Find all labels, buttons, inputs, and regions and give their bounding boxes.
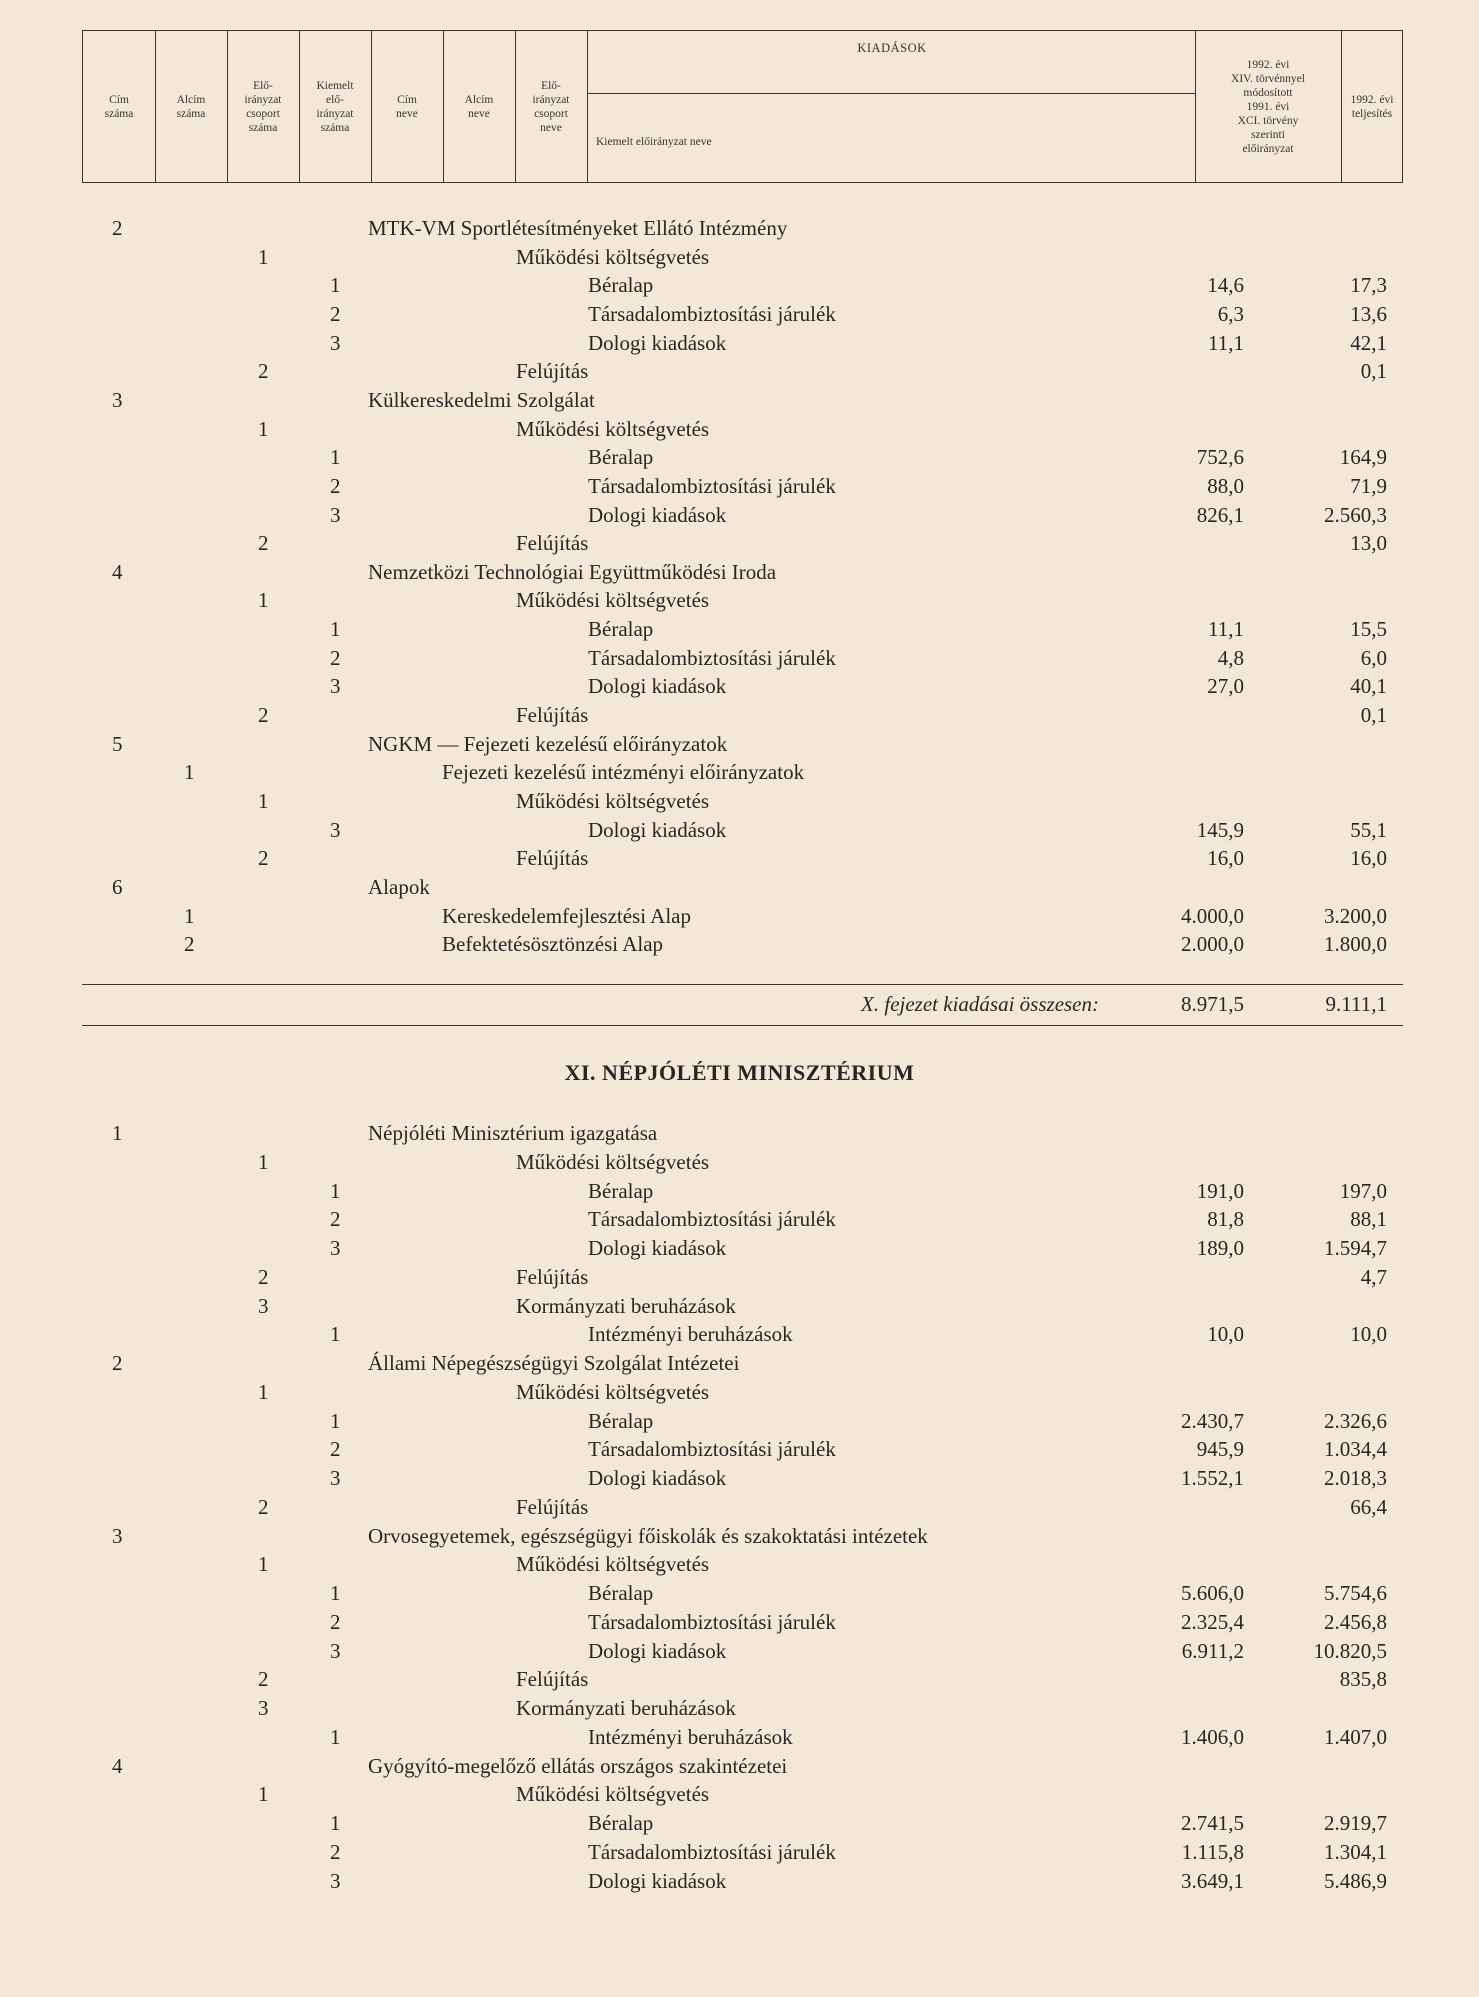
cell-value-teljesites: 10,0 [1350,1322,1387,1347]
cell-name: Felújítás [516,703,589,728]
table-row [0,616,1479,643]
cell-name: Működési költségvetés [516,1149,710,1174]
total-label: X. fejezet kiadásai összesen: [861,992,1099,1016]
cell-kiemelt-eloiranyzat-szama: 2 [330,301,341,326]
table-row [0,1666,1479,1693]
cell-value-teljesites: 13,0 [1350,531,1387,556]
table-row [0,1264,1479,1291]
cell-name: Dologi kiadások [588,1466,727,1490]
cell-value-eloiranyzat: 6,3 [1217,301,1244,326]
cell-value-teljesites: 0,1 [1360,359,1387,384]
cell-eloiranyzat-csoport-szama: 3 [258,1696,269,1720]
cell-value-teljesites: 2.326,6 [1324,1408,1387,1433]
cell-name: Béralap [588,617,654,642]
cell-value-eloiranyzat: 11,1 [1208,330,1244,355]
header-alcim-szama: Alcím száma [176,93,206,120]
cell-cim-szama: 3 [112,1523,123,1548]
header-eloiranyzat-csoport-szama: Elő- irányzat csoport száma [244,79,282,134]
table-row [0,1523,1479,1550]
cell-name: MTK-VM Sportlétesítményeket Ellátó Intézmény [368,216,788,240]
table-row [0,416,1479,443]
cell-name: Külkereskedelmi Szolgálat [368,387,595,412]
cell-eloiranyzat-csoport-szama: 1 [258,244,269,269]
cell-value-teljesites: 0,1 [1360,703,1387,728]
table-row [0,1120,1479,1147]
cell-kiemelt-eloiranyzat-szama: 3 [330,330,341,355]
cell-name: Béralap [588,1811,654,1835]
cell-kiemelt-eloiranyzat-szama: 1 [330,1408,341,1433]
header-alcim-neve: Alcím neve [464,93,494,120]
header-cim-szama: Cím száma [104,93,134,120]
table-row [0,1293,1479,1320]
cell-kiemelt-eloiranyzat-szama: 1 [330,1322,341,1347]
cell-value-teljesites: 88,1 [1350,1207,1387,1232]
table-row [0,1810,1479,1837]
cell-kiemelt-eloiranyzat-szama: 1 [330,617,341,642]
cell-eloiranyzat-csoport-szama: 2 [258,359,269,384]
cell-kiemelt-eloiranyzat-szama: 2 [330,1437,341,1462]
cell-name: Társadalombiztosítási járulék [588,473,836,498]
cell-value-teljesites: 197,0 [1339,1178,1387,1203]
cell-value-eloiranyzat: 2.325,4 [1181,1609,1244,1634]
cell-kiemelt-eloiranyzat-szama: 1 [330,1178,341,1203]
cell-eloiranyzat-csoport-szama: 1 [258,1379,269,1404]
total-value-teljesites: 9.111,1 [1325,992,1387,1016]
table-row [0,1580,1479,1607]
cell-kiemelt-eloiranyzat-szama: 1 [330,1811,341,1835]
header-kiemelt-eloiranyzat-szama: Kiemelt elő- irányzat száma [316,79,354,134]
cell-name: Felújítás [516,1264,589,1289]
cell-value-eloiranyzat: 4.000,0 [1181,903,1244,928]
cell-value-eloiranyzat: 4,8 [1217,645,1244,670]
divider-line [82,984,1403,985]
cell-value-teljesites: 17,3 [1350,273,1387,298]
table-row [0,559,1479,586]
table-row [0,702,1479,729]
table-row [0,1695,1479,1722]
table-row [0,903,1479,930]
header-eloiranyzat-csoport-neve: Elő- irányzat csoport neve [532,79,570,134]
cell-alcim-szama: 2 [184,932,195,957]
cell-value-teljesites: 40,1 [1350,674,1387,699]
table-row [0,1753,1479,1780]
header-1992-eloiranyzat: 1992. évi XIV. törvénnyel módosított 1991. évi XCI. törvény szerinti előirányzat [1231,58,1305,155]
table-row [0,845,1479,872]
cell-kiemelt-eloiranyzat-szama: 1 [330,445,341,470]
cell-value-teljesites: 71,9 [1350,473,1387,498]
total-value-eloiranyzat: 8.971,5 [1181,992,1244,1016]
cell-name: Gyógyító-megelőző ellátás országos szakintézetei [368,1753,788,1778]
table-row [0,215,1479,242]
cell-name: Intézményi beruházások [588,1322,793,1347]
cell-value-eloiranyzat: 752,6 [1196,445,1244,470]
cell-value-teljesites: 4,7 [1360,1264,1387,1289]
cell-value-teljesites: 42,1 [1350,330,1387,355]
cell-name: Kormányzati beruházások [516,1696,736,1720]
cell-name: Kereskedelemfejlesztési Alap [442,903,691,928]
cell-eloiranyzat-csoport-szama: 2 [258,1667,269,1692]
cell-eloiranyzat-csoport-szama: 1 [258,1782,269,1807]
table-row [0,444,1479,471]
table-row [0,1465,1479,1492]
cell-value-eloiranyzat: 5.606,0 [1181,1581,1244,1605]
cell-name: Dologi kiadások [588,502,727,527]
cell-eloiranyzat-csoport-szama: 1 [258,1552,269,1577]
cell-value-eloiranyzat: 1.552,1 [1181,1466,1244,1490]
table-row [0,272,1479,299]
cell-eloiranyzat-csoport-szama: 2 [258,846,269,871]
cell-value-teljesites: 2.919,7 [1324,1811,1387,1835]
table-row [0,502,1479,529]
table-row [0,1868,1479,1895]
cell-kiemelt-eloiranyzat-szama: 1 [330,1581,341,1605]
table-row [0,1551,1479,1578]
cell-cim-szama: 2 [112,216,123,240]
cell-value-eloiranyzat: 27,0 [1207,674,1244,699]
cell-name: Társadalombiztosítási járulék [588,1207,836,1232]
table-row [0,358,1479,385]
cell-eloiranyzat-csoport-szama: 1 [258,789,269,813]
cell-name: Orvosegyetemek, egészségügyi főiskolák és szakoktatási intézetek [368,1523,928,1548]
cell-value-teljesites: 1.034,4 [1324,1437,1387,1462]
cell-name: Társadalombiztosítási járulék [588,1839,836,1864]
cell-eloiranyzat-csoport-szama: 1 [258,416,269,441]
cell-name: Felújítás [516,1667,589,1692]
table-row [0,1178,1479,1205]
header-cim-neve: Cím neve [396,93,418,120]
cell-kiemelt-eloiranyzat-szama: 3 [330,1868,341,1893]
cell-eloiranyzat-csoport-szama: 2 [258,1264,269,1289]
cell-value-eloiranyzat: 2.430,7 [1181,1408,1244,1433]
cell-value-teljesites: 5.486,9 [1324,1868,1387,1893]
cell-name: Béralap [588,1581,654,1605]
cell-value-teljesites: 15,5 [1350,617,1387,642]
table-row [0,1638,1479,1665]
cell-name: Kormányzati beruházások [516,1293,736,1318]
cell-kiemelt-eloiranyzat-szama: 2 [330,645,341,670]
cell-value-eloiranyzat: 3.649,1 [1181,1868,1244,1893]
table-row [0,244,1479,271]
cell-eloiranyzat-csoport-szama: 2 [258,703,269,728]
cell-name: Befektetésösztönzési Alap [442,932,664,957]
cell-eloiranyzat-csoport-szama: 1 [258,1149,269,1174]
cell-kiemelt-eloiranyzat-szama: 1 [330,1724,341,1749]
table-row [0,301,1479,328]
cell-kiemelt-eloiranyzat-szama: 2 [330,1839,341,1864]
table-row [0,530,1479,557]
table-row [0,1781,1479,1808]
cell-value-eloiranyzat: 10,0 [1207,1322,1244,1347]
cell-value-teljesites: 5.754,6 [1324,1581,1387,1605]
table-row [0,473,1479,500]
cell-alcim-szama: 1 [184,760,195,785]
header-1992-teljesites: 1992. évi teljesítés [1350,93,1394,120]
table-row [0,1350,1479,1377]
cell-value-eloiranyzat: 826,1 [1196,502,1244,527]
cell-name: Állami Népegészségügyi Szolgálat Intézetei [368,1351,740,1375]
table-row [0,645,1479,672]
cell-value-eloiranyzat: 6.911,2 [1181,1638,1244,1663]
cell-name: Dologi kiadások [588,817,727,842]
cell-name: Dologi kiadások [588,330,727,355]
cell-kiemelt-eloiranyzat-szama: 2 [330,1609,341,1634]
cell-kiemelt-eloiranyzat-szama: 2 [330,1207,341,1232]
table-row [0,1436,1479,1463]
total-row [0,990,1479,1018]
table-row [0,387,1479,414]
cell-name: Fejezeti kezelésű intézményi előirányzatok [442,760,805,785]
table-row [0,1206,1479,1233]
cell-name: Intézményi beruházások [588,1724,793,1749]
cell-cim-szama: 3 [112,387,123,412]
table-row [0,330,1479,357]
table-row [0,1839,1479,1866]
section-title: XI. NÉPJÓLÉTI MINISZTÉRIUM [564,1060,915,1085]
cell-kiemelt-eloiranyzat-szama: 3 [330,1236,341,1260]
cell-cim-szama: 2 [112,1351,123,1375]
cell-name: Béralap [588,1408,654,1433]
cell-cim-szama: 1 [112,1121,123,1145]
cell-value-teljesites: 835,8 [1339,1667,1387,1692]
cell-value-eloiranyzat: 14,6 [1207,273,1244,298]
cell-value-teljesites: 1.407,0 [1324,1724,1387,1749]
table-row [0,931,1479,958]
cell-kiemelt-eloiranyzat-szama: 2 [330,473,341,498]
cell-name: Működési költségvetés [516,244,710,269]
cell-name: Dologi kiadások [588,674,727,699]
table-row [0,874,1479,901]
cell-value-teljesites: 66,4 [1350,1494,1387,1519]
cell-name: Működési költségvetés [516,416,710,441]
cell-value-eloiranyzat: 1.115,8 [1181,1839,1244,1864]
cell-name: Népjóléti Minisztérium igazgatása [368,1121,658,1145]
cell-name: Működési költségvetés [516,1782,710,1807]
cell-cim-szama: 4 [112,559,123,584]
header-kiadasok: KIADÁSOK [857,41,927,55]
cell-value-teljesites: 16,0 [1350,846,1387,871]
cell-value-teljesites: 55,1 [1350,817,1387,842]
table-row [0,673,1479,700]
cell-value-teljesites: 2.560,3 [1324,502,1387,527]
cell-value-teljesites: 2.018,3 [1324,1466,1387,1490]
table-row [0,759,1479,786]
table-row [0,788,1479,815]
cell-name: Dologi kiadások [588,1868,727,1893]
table-row [0,1235,1479,1262]
cell-name: Béralap [588,273,654,298]
cell-name: Alapok [368,874,430,899]
cell-kiemelt-eloiranyzat-szama: 3 [330,1466,341,1490]
cell-name: Felújítás [516,1494,589,1519]
cell-name: Béralap [588,445,654,470]
divider-line [82,1025,1403,1026]
cell-value-eloiranyzat: 1.406,0 [1181,1724,1244,1749]
cell-alcim-szama: 1 [184,903,195,928]
cell-name: NGKM — Fejezeti kezelésű előirányzatok [368,731,728,756]
cell-kiemelt-eloiranyzat-szama: 3 [330,674,341,699]
cell-value-eloiranyzat: 191,0 [1196,1178,1244,1203]
cell-cim-szama: 5 [112,731,123,756]
cell-eloiranyzat-csoport-szama: 2 [258,1494,269,1519]
cell-value-eloiranyzat: 189,0 [1196,1236,1244,1260]
table-row [0,1494,1479,1521]
cell-value-teljesites: 10.820,5 [1313,1638,1387,1663]
cell-name: Felújítás [516,531,589,556]
table-row [0,1149,1479,1176]
cell-name: Nemzetközi Technológiai Együttműködési Iroda [368,559,777,584]
cell-name: Működési költségvetés [516,588,710,613]
table-row [0,1609,1479,1636]
cell-name: Dologi kiadások [588,1236,727,1260]
table-row [0,1408,1479,1435]
table-row [0,1724,1479,1751]
cell-value-eloiranyzat: 11,1 [1208,617,1244,642]
cell-eloiranyzat-csoport-szama: 1 [258,588,269,613]
table-row [0,587,1479,614]
cell-kiemelt-eloiranyzat-szama: 3 [330,817,341,842]
cell-eloiranyzat-csoport-szama: 2 [258,531,269,556]
cell-name: Társadalombiztosítási járulék [588,1609,836,1634]
cell-value-eloiranyzat: 88,0 [1207,473,1244,498]
cell-value-teljesites: 1.594,7 [1324,1236,1387,1260]
cell-value-eloiranyzat: 16,0 [1207,846,1244,871]
header-kiemelt-eloiranyzat-neve: Kiemelt előirányzat neve [596,136,712,148]
cell-name: Dologi kiadások [588,1638,727,1663]
cell-kiemelt-eloiranyzat-szama: 3 [330,502,341,527]
cell-name: Társadalombiztosítási járulék [588,301,836,326]
cell-name: Társadalombiztosítási járulék [588,645,836,670]
cell-value-eloiranyzat: 2.741,5 [1181,1811,1244,1835]
cell-value-eloiranyzat: 945,9 [1196,1437,1244,1462]
cell-cim-szama: 6 [112,874,123,899]
cell-name: Felújítás [516,846,589,871]
cell-kiemelt-eloiranyzat-szama: 1 [330,273,341,298]
cell-eloiranyzat-csoport-szama: 3 [258,1293,269,1318]
cell-value-teljesites: 164,9 [1339,445,1387,470]
cell-name: Működési költségvetés [516,1552,710,1577]
table-row [0,1321,1479,1348]
cell-value-teljesites: 13,6 [1350,301,1387,326]
cell-value-teljesites: 1.800,0 [1324,932,1387,957]
cell-name: Felújítás [516,359,589,384]
cell-name: Működési költségvetés [516,1379,710,1404]
cell-name: Béralap [588,1178,654,1203]
cell-name: Működési költségvetés [516,789,710,813]
cell-value-teljesites: 2.456,8 [1324,1609,1387,1634]
cell-cim-szama: 4 [112,1753,123,1778]
table-row [0,731,1479,758]
table-row [0,1379,1479,1406]
cell-value-eloiranyzat: 81,8 [1207,1207,1244,1232]
cell-value-eloiranyzat: 145,9 [1196,817,1244,842]
cell-value-teljesites: 3.200,0 [1324,903,1387,928]
cell-value-eloiranyzat: 2.000,0 [1181,932,1244,957]
cell-name: Társadalombiztosítási járulék [588,1437,836,1462]
cell-value-teljesites: 6,0 [1360,645,1387,670]
cell-value-teljesites: 1.304,1 [1324,1839,1387,1864]
cell-kiemelt-eloiranyzat-szama: 3 [330,1638,341,1663]
table-row [0,817,1479,844]
